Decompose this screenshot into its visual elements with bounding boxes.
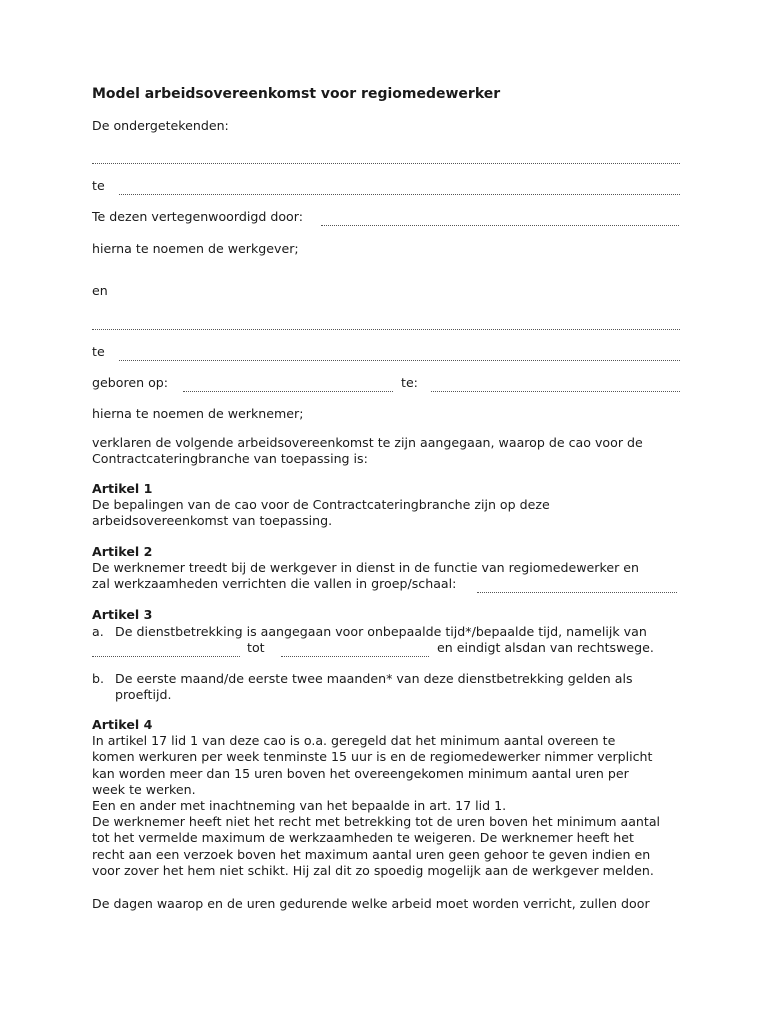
- article-3b-line: proeftijd.: [115, 687, 172, 703]
- article-2-line: zal werkzaamheden verrichten die vallen in groep/schaal:: [92, 576, 457, 592]
- employer-designation-text: hierna te noemen de werkgever;: [92, 241, 299, 256]
- article-4-line: tot het vermelde maximum de werkzaamheden te weigeren. De werknemer heeft het: [92, 830, 634, 846]
- employer-name-field[interactable]: [92, 163, 680, 164]
- birth-date-label: geboren op:: [92, 375, 169, 390]
- employee-designation-text: hierna te noemen de werknemer;: [92, 406, 304, 421]
- article-3-heading: Artikel 3: [92, 607, 153, 622]
- document-title: Model arbeidsovereenkomst voor regiomedewerker: [92, 86, 501, 102]
- article-4-line: komen werkuren per week tenminste 15 uur is en de regiomedewerker nimmer verplicht: [92, 749, 653, 765]
- article-4: [92, 717, 692, 879]
- represented-by-label: Te dezen vertegenwoordigd door:: [92, 209, 303, 224]
- declaration-line: verklaren de volgende arbeidsovereenkomst te zijn aangegaan, waarop de cao voor de: [92, 435, 643, 450]
- article-4-line: Een en ander met inachtneming van het bepaalde in art. 17 lid 1.: [92, 798, 507, 814]
- represented-by-field[interactable]: [321, 225, 679, 226]
- group-scale-field[interactable]: [477, 592, 677, 593]
- declaration-paragraph: [92, 435, 692, 467]
- article-3b-line: De eerste maand/de eerste twee maanden* van deze dienstbetrekking gelden als: [115, 671, 633, 686]
- birth-place-field[interactable]: [431, 391, 680, 392]
- employee-name-field[interactable]: [92, 329, 680, 330]
- employer-location-label: te: [92, 178, 105, 193]
- article-4-heading: Artikel 4: [92, 717, 153, 732]
- article-1-heading: Artikel 1: [92, 481, 153, 496]
- employee-location-field[interactable]: [119, 360, 680, 361]
- intro-text: De ondergetekenden:: [92, 118, 229, 133]
- article-1-line: De bepalingen van de cao voor de Contractcateringbranche zijn op deze: [92, 497, 550, 513]
- article-4-line: De werknemer heeft niet het recht met betrekking tot de uren boven het minimum aantal: [92, 814, 661, 830]
- article-4-line: In artikel 17 lid 1 van deze cao is o.a. geregeld dat het minimum aantal overeen te: [92, 733, 616, 749]
- start-date-field[interactable]: [92, 656, 240, 657]
- birth-place-label: te:: [401, 375, 418, 390]
- declaration-line: Contractcateringbranche van toepassing is:: [92, 451, 368, 467]
- and-text: en: [92, 283, 108, 298]
- article-2-line: De werknemer treedt bij de werkgever in dienst in de functie van regiomedewerker en: [92, 560, 639, 576]
- end-date-field[interactable]: [281, 656, 429, 657]
- birth-date-field[interactable]: [183, 391, 393, 392]
- list-marker-b: b.: [92, 671, 104, 686]
- list-marker-a: a.: [92, 624, 104, 639]
- article-4-line: kan worden meer dan 15 uren boven het overeengekomen minimum aantal uren per: [92, 765, 629, 781]
- article-2-heading: Artikel 2: [92, 544, 153, 559]
- article-1-line: arbeidsovereenkomst van toepassing.: [92, 513, 333, 529]
- article-1: [92, 481, 692, 530]
- article-3a-text: De dienstbetrekking is aangegaan voor onbepaalde tijd*/bepaalde tijd, namelijk van: [115, 624, 647, 639]
- until-label: tot: [247, 640, 265, 655]
- article-2: [92, 544, 692, 593]
- article-4-line: recht aan een verzoek boven het maximum aantal uren geen gehoor te geven indien en: [92, 846, 651, 862]
- article-3a-end: en eindigt alsdan van rechtswege.: [437, 640, 654, 655]
- employer-location-field[interactable]: [119, 194, 680, 195]
- article-4-line: voor zover het hem niet schikt. Hij zal dit zo spoedig mogelijk aan de werkgever melden.: [92, 862, 654, 878]
- employee-location-label: te: [92, 344, 105, 359]
- article-3b: [115, 671, 685, 703]
- closing-line: De dagen waarop en de uren gedurende welke arbeid moet worden verricht, zullen door: [92, 896, 650, 911]
- article-4-line: week te werken.: [92, 781, 196, 797]
